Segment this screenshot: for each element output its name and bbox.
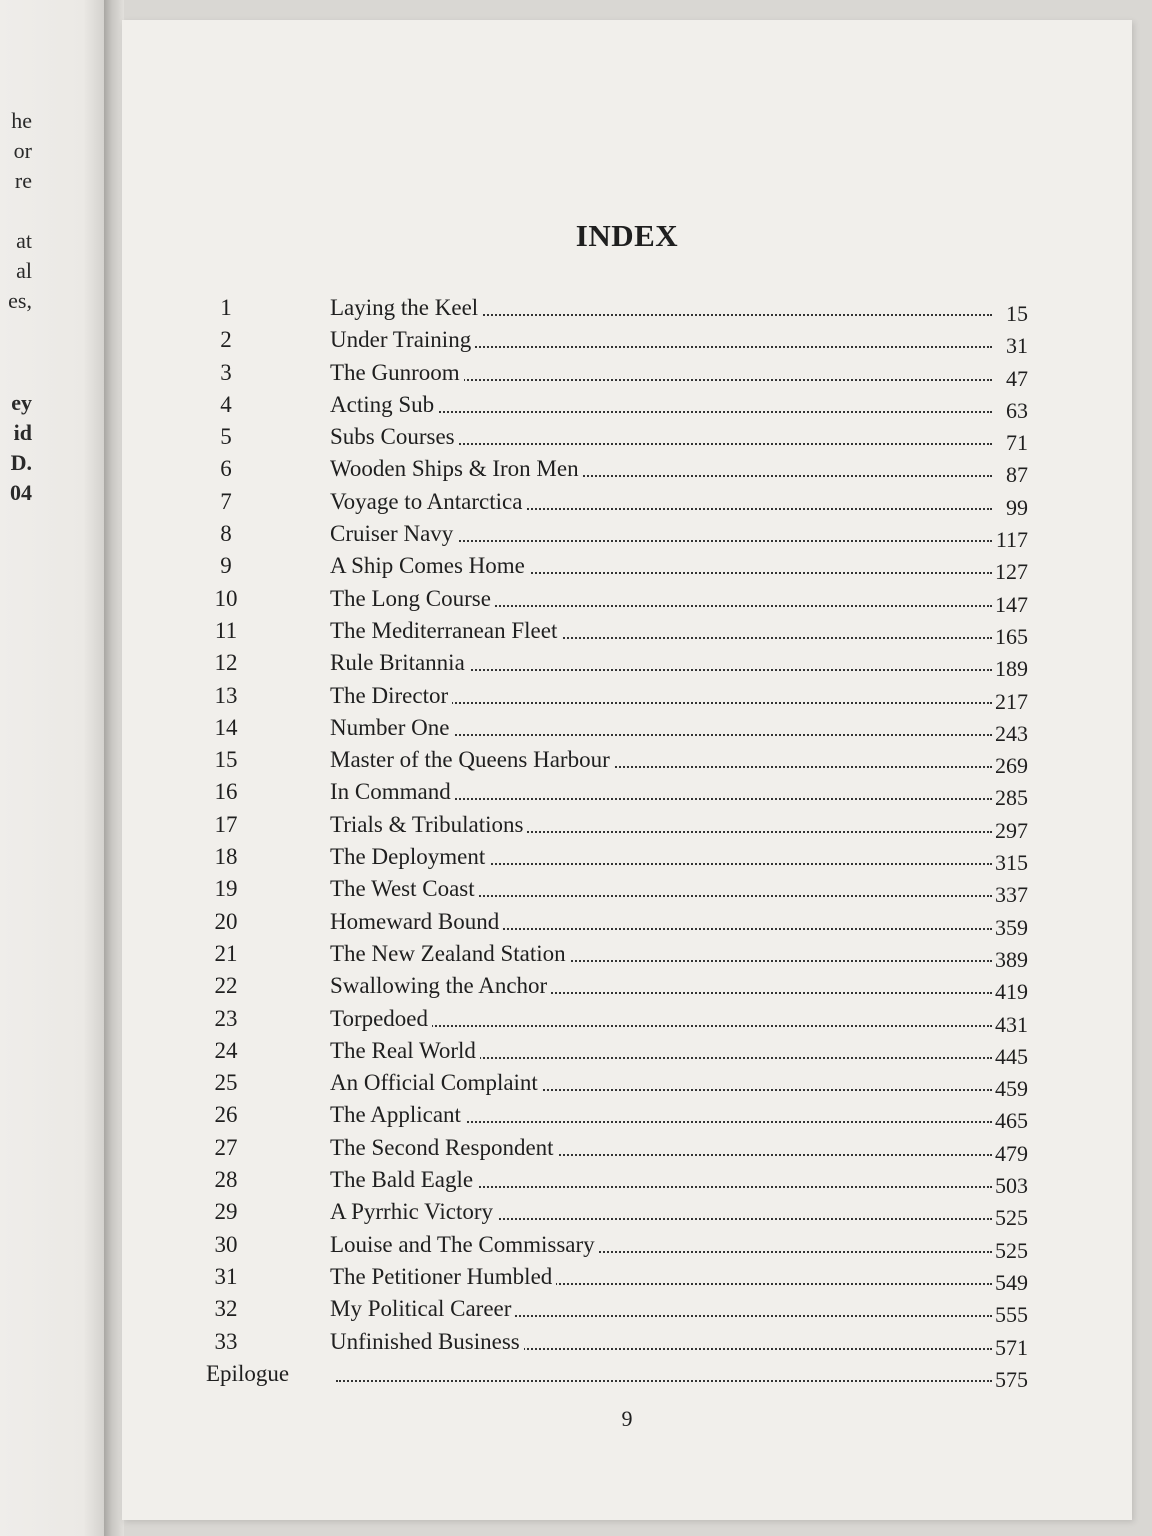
chapter-number: 9 [220,553,232,579]
chapter-title: Subs Courses [330,421,459,453]
chapter-number: 27 [214,1134,238,1160]
chapter-number: 5 [220,424,232,450]
chapter-title: The Bald Eagle [330,1164,477,1196]
toc-entry [206,1164,1028,1199]
chapter-page-number: 465 [992,1105,1028,1137]
chapter-number: 3 [220,359,232,385]
toc-entry [206,873,1028,908]
text-fragment: al [16,258,32,283]
toc-entry [206,841,1028,876]
chapter-page-number: 31 [1003,330,1028,362]
chapter-number: 4 [220,391,232,417]
chapter-page-number: 63 [1003,395,1028,427]
toc-entry [206,1035,1028,1067]
toc-entry [206,970,1028,1005]
toc-entry [206,1358,1028,1390]
chapter-number: 11 [214,617,238,643]
chapter-number: 24 [214,1037,238,1063]
dot-leader [336,1025,992,1027]
chapter-title: Trials & Tribulations [330,809,527,841]
chapter-number: 32 [214,1296,238,1322]
chapter-number: 14 [214,714,238,740]
toc-entry [206,292,1028,324]
text-fragment: he [11,108,32,133]
toc-entry [206,518,1028,553]
text-fragment: id [13,420,32,445]
chapter-number: 12 [214,650,238,676]
chapter-title: A Pyrrhic Victory [330,1196,497,1228]
chapter-page-number: 419 [992,976,1028,1008]
chapter-title: The Deployment [330,841,489,873]
chapter-number: 29 [214,1199,238,1225]
toc-entry [206,1196,1028,1231]
chapter-page-number: 165 [992,621,1028,653]
toc-entry [206,324,1028,359]
chapter-page-number: 315 [992,847,1028,879]
chapter-page-number: 217 [992,686,1028,718]
chapter-number: 28 [214,1167,238,1193]
index-page [122,20,1132,1520]
text-fragment: re [14,168,32,193]
chapter-title: A Ship Comes Home [330,550,529,582]
toc-entry [206,712,1028,744]
toc-entry [206,357,1028,389]
toc-entry [206,1326,1028,1358]
chapter-number: 20 [214,908,238,934]
chapter-number: 8 [220,521,232,547]
chapter-title: The West Coast [330,873,479,905]
toc-entry [206,906,1028,938]
toc-entry [206,938,1028,970]
chapter-number: 21 [214,940,238,966]
toc-entry [206,453,1028,488]
chapter-page-number: 15 [1003,298,1028,330]
chapter-title: Torpedoed [330,1003,432,1035]
chapter-page-number: 479 [992,1138,1028,1170]
chapter-number: Epilogue [206,1360,290,1386]
chapter-number: 13 [214,682,238,708]
toc-entry [206,1067,1028,1102]
dot-leader [336,1380,992,1382]
text-fragment: D. [10,450,32,475]
chapter-title: Unfinished Business [330,1326,524,1358]
chapter-number: 7 [220,488,232,514]
chapter-number: 33 [214,1328,238,1354]
chapter-page-number: 47 [1003,363,1028,395]
chapter-title: Rule Britannia [330,647,469,679]
facing-page-text-fragment [0,226,32,316]
chapter-number: 31 [214,1263,238,1289]
chapter-title: An Official Complaint [330,1067,542,1099]
chapter-page-number: 127 [992,556,1028,588]
toc-entry [206,583,1028,615]
chapter-page-number: 459 [992,1073,1028,1105]
chapter-page-number: 525 [992,1235,1028,1267]
toc-entry [206,1229,1028,1261]
chapter-title: Cruiser Navy [330,518,457,550]
chapter-title: The Director [330,680,452,712]
toc-entry [206,421,1028,456]
text-fragment: ey [11,390,32,415]
toc-entry [206,744,1028,779]
chapter-number: 18 [214,844,238,870]
chapter-page-number: 189 [992,653,1028,685]
chapter-number: 30 [214,1231,238,1257]
chapter-page-number: 503 [992,1170,1028,1202]
chapter-title: Number One [330,712,453,744]
chapter-page-number: 555 [992,1299,1028,1331]
text-fragment: at [16,228,32,253]
chapter-title: Master of the Queens Harbour [330,744,614,776]
toc-entry [206,389,1028,421]
chapter-page-number: 575 [992,1364,1028,1396]
chapter-number: 17 [214,811,238,837]
chapter-number: 10 [214,585,238,611]
toc-entry [206,647,1028,682]
text-fragment: 04 [10,480,32,505]
chapter-page-number: 87 [1003,459,1028,491]
chapter-number: 19 [214,876,238,902]
chapter-number: 23 [214,1005,238,1031]
chapter-page-number: 549 [992,1267,1028,1299]
toc-entry [206,1132,1028,1164]
toc-entry [206,1003,1028,1035]
chapter-page-number: 269 [992,750,1028,782]
chapter-title: Wooden Ships & Iron Men [330,453,583,485]
facing-page-text-fragment [0,106,32,196]
chapter-number: 15 [214,747,238,773]
chapter-page-number: 445 [992,1041,1028,1073]
chapter-title: The New Zealand Station [330,938,570,970]
chapter-title: In Command [330,776,455,808]
toc-entry [206,550,1028,585]
chapter-title: Louise and The Commissary [330,1229,599,1261]
chapter-title: Acting Sub [330,389,438,421]
toc-entry [206,1293,1028,1328]
chapter-number: 6 [220,456,232,482]
chapter-title: The Second Respondent [330,1132,558,1164]
chapter-number: 2 [220,327,232,353]
chapter-page-number: 571 [992,1332,1028,1364]
chapter-page-number: 285 [992,782,1028,814]
toc-entry [206,615,1028,647]
chapter-title: The Mediterranean Fleet [330,615,561,647]
chapter-title: My Political Career [330,1293,515,1325]
chapter-title: The Long Course [330,583,495,615]
text-fragment: es, [8,288,32,313]
text-fragment: or [13,138,32,163]
table-of-contents [206,292,1028,1390]
toc-entry [206,1099,1028,1134]
toc-entry [206,1261,1028,1293]
chapter-number: 16 [214,779,238,805]
chapter-page-number: 71 [1003,427,1028,459]
chapter-page-number: 337 [992,879,1028,911]
chapter-number: 22 [214,973,238,999]
chapter-title: The Real World [330,1035,480,1067]
chapter-page-number: 147 [992,589,1028,621]
chapter-page-number: 389 [992,944,1028,976]
chapter-title: Voyage to Antarctica [330,486,526,518]
toc-entry [206,680,1028,712]
book-gutter [104,0,124,1536]
facing-page-edge [0,0,104,1536]
chapter-number: 26 [214,1102,238,1128]
chapter-title: Homeward Bound [330,906,503,938]
chapter-title: The Applicant [330,1099,465,1131]
chapter-number: 25 [214,1070,238,1096]
chapter-title: Swallowing the Anchor [330,970,551,1002]
chapter-page-number: 297 [992,815,1028,847]
chapter-title: Under Training [330,324,475,356]
page-number: 9 [621,1406,633,1431]
facing-page-text-fragment [0,388,32,508]
chapter-page-number: 243 [992,718,1028,750]
toc-entry [206,776,1028,811]
chapter-title: The Petitioner Humbled [330,1261,556,1293]
page-title: INDEX [575,218,679,253]
toc-entry [206,809,1028,841]
chapter-title: The Gunroom [330,357,464,389]
chapter-page-number: 431 [992,1009,1028,1041]
chapter-title: Laying the Keel [330,292,482,324]
chapter-page-number: 117 [993,524,1028,556]
chapter-page-number: 525 [992,1202,1028,1234]
chapter-page-number: 359 [992,912,1028,944]
chapter-number: 1 [220,295,232,320]
chapter-page-number: 99 [1003,492,1028,524]
toc-entry [206,486,1028,518]
